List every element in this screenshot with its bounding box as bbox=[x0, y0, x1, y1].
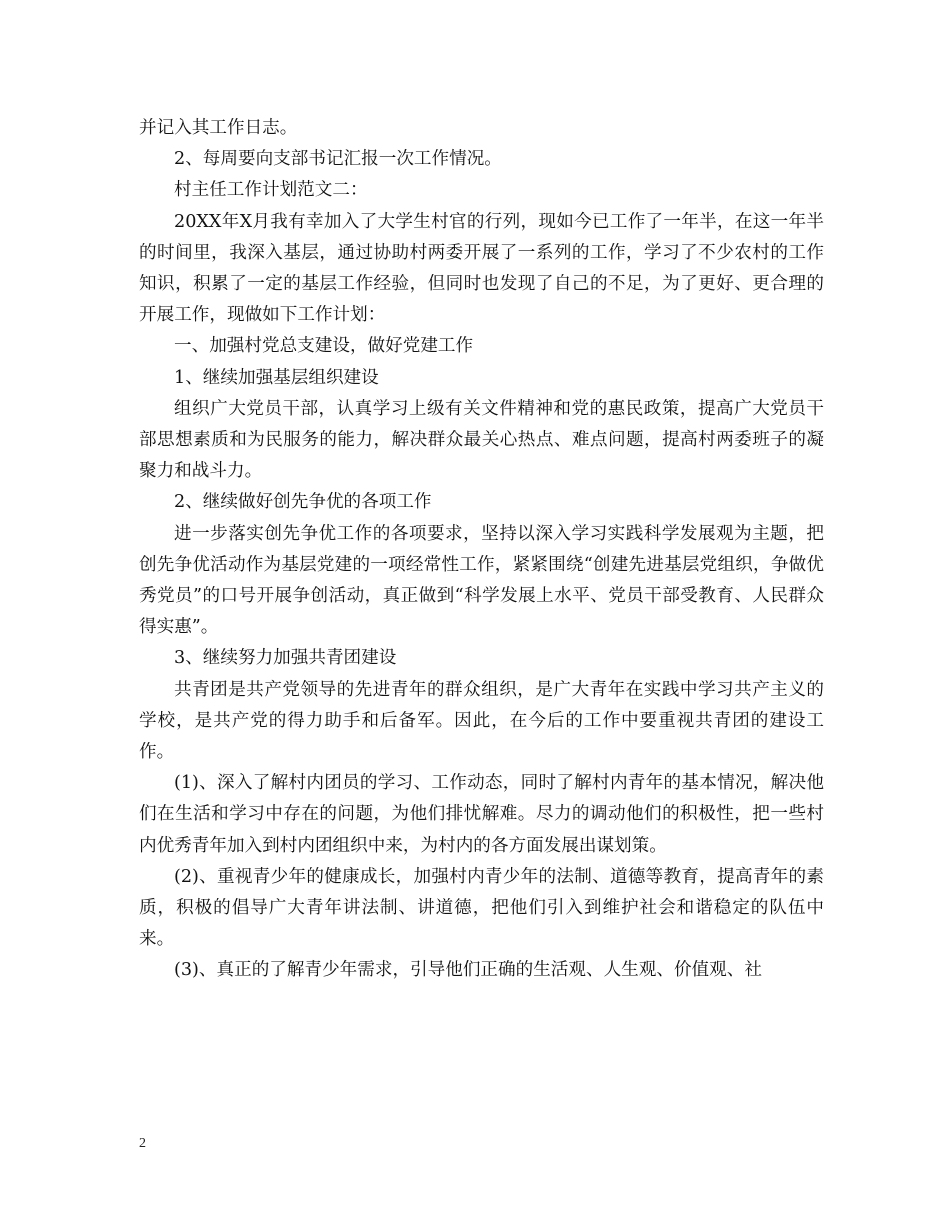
list-item-3: (3)、真正的了解青少年需求，引导他们正确的生活观、人生观、价值观、社 bbox=[174, 960, 762, 981]
paragraph-2: 2、每周要向支部书记汇报一次工作情况。 bbox=[174, 149, 502, 170]
list-item-2: (2)、重视青少年的健康成长，加强村内青少年的法制、道德等教育，提高青年的素质，积极的倡导广大青年讲法制、讲道德，把他们引入到维护社会和谐稳定的队伍中来。 bbox=[139, 866, 824, 950]
paragraph-grassroots: 组织广大党员干部，认真学习上级有关文件精神和党的惠民政策，提高广大党员干部思想素质和为民服务的能力，解决群众最关心热点、难点问题，提高村两委班子的凝聚力和战斗力。 bbox=[139, 398, 824, 482]
document-body bbox=[139, 113, 824, 987]
paragraph-1: 并记入其工作日志。 bbox=[139, 118, 298, 138]
paragraph-intro: 20XX年X月我有幸加入了大学生村官的行列，现如今已工作了一年半，在这一年半的时间里，我深入基层，通过协助村两委开展了一系列的工作，学习了不少农村的工作知识，积累了一定的基层工作经验，但同时也发现了自己的不足，为了更好、更合理的开展工作，现做如下工作计划： bbox=[139, 211, 824, 326]
subheading-grassroots-organization: 1、继续加强基层组织建设 bbox=[174, 367, 379, 388]
paragraph-excellence: 进一步落实创先争优工作的各项要求，坚持以深入学习实践科学发展观为主题，把创先争优活动作为基层党建的一项经常性工作，紧紧围绕“创建先进基层党组织，争做优秀党员”的口号开展争创活动，真正做到“科学发展上水平、党员干部受教育、人民群众得实惠”。 bbox=[139, 523, 824, 638]
paragraph-youth-league: 共青团是共产党领导的先进青年的群众组织，是广大青年在实践中学习共产主义的学校，是共产党的得力助手和后备军。因此，在今后的工作中要重视共青团的建设工作。 bbox=[139, 679, 824, 763]
list-item-1: (1)、深入了解村内团员的学习、工作动态，同时了解村内青年的基本情况，解决他们在生活和学习中存在的问题，为他们排忧解难。尽力的调动他们的积极性，把一些村内优秀青年加入到村内团组织中来，为村内的各方面发展出谋划策。 bbox=[139, 773, 824, 856]
heading-party-building: 一、加强村党总支建设，做好党建工作 bbox=[174, 336, 474, 357]
page-number: 2 bbox=[139, 1136, 146, 1151]
subheading-youth-league: 3、继续努力加强共青团建设 bbox=[174, 648, 397, 669]
subheading-excellence-campaign: 2、继续做好创先争优的各项工作 bbox=[174, 492, 432, 513]
section-heading-sample-two: 村主任工作计划范文二： bbox=[174, 180, 368, 201]
